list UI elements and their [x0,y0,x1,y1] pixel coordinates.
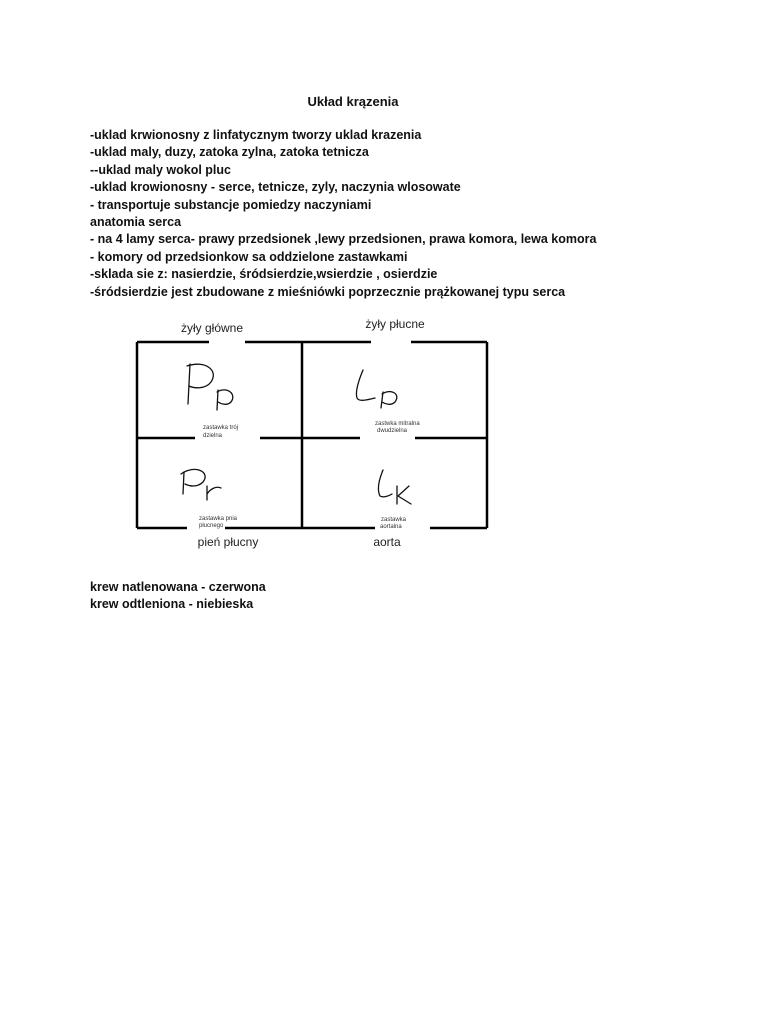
note-heading: anatomia serca [90,215,182,230]
notes-list [90,127,596,301]
valve-label-aortic: aortalna [380,524,402,530]
chamber-mark-lp [356,370,396,408]
note-line: - na 4 lamy serca- prawy przedsionek ,lewy przedsionen, prawa komora, lewa komora [90,232,597,247]
valve-label-tricuspid: dzielna [203,433,223,439]
page-title: Układ krązenia [307,94,399,109]
chamber-mark-pk [181,469,221,500]
note-line: - komory od przedsionkow sa oddzielone zastawkami [90,249,408,264]
note-line: -uklad maly, duzy, zatoka zylna, zatoka tetnicza [90,145,369,160]
valve-label-pulmonary: zastawka pnia [199,516,238,522]
vessel-label-aorta: aorta [373,535,401,549]
valve-label-mitral: zastwka mitralna [375,421,420,427]
heart-diagram [95,312,560,560]
note-line: - transportuje substancje pomiedzy naczyniami [90,197,372,212]
note-line: -sklada sie z: nasierdzie, śródsierdzie,wsierdzie , osierdzie [90,267,438,282]
valve-label-pulmonary: płucnego [199,523,224,529]
note-line: --uklad maly wokol pluc [90,162,231,177]
vessel-label-pien-plucny: pień płucny [197,535,259,549]
note-line: -uklad krowionosny - serce, tetnicze, zyly, naczynia wlosowate [90,180,461,195]
vessel-label-zyly-plucne: żyły płucne [365,317,425,331]
heart-diagram-svg [95,312,560,560]
valve-label-mitral: dwudzielna [377,428,408,434]
vessel-label-zyly-glowne: żyły główne [180,321,244,335]
chamber-mark-pp [187,364,233,410]
valve-label-tricuspid: zastawka trój [203,425,239,431]
blood-deoxygenated-line: krew odtleniona - niebieska [90,597,254,612]
valve-label-aortic: zastawka [381,517,407,523]
blood-legend [90,579,266,614]
chamber-mark-lk [378,470,411,504]
note-line: -śródsierdzie jest zbudowane z mieśniówki poprzecznie prążkowanej typu serca [90,284,566,299]
note-line: -uklad krwionosny z linfatycznym tworzy uklad krazenia [90,128,422,142]
blood-oxygenated-line: krew natlenowana - czerwona [90,580,266,594]
